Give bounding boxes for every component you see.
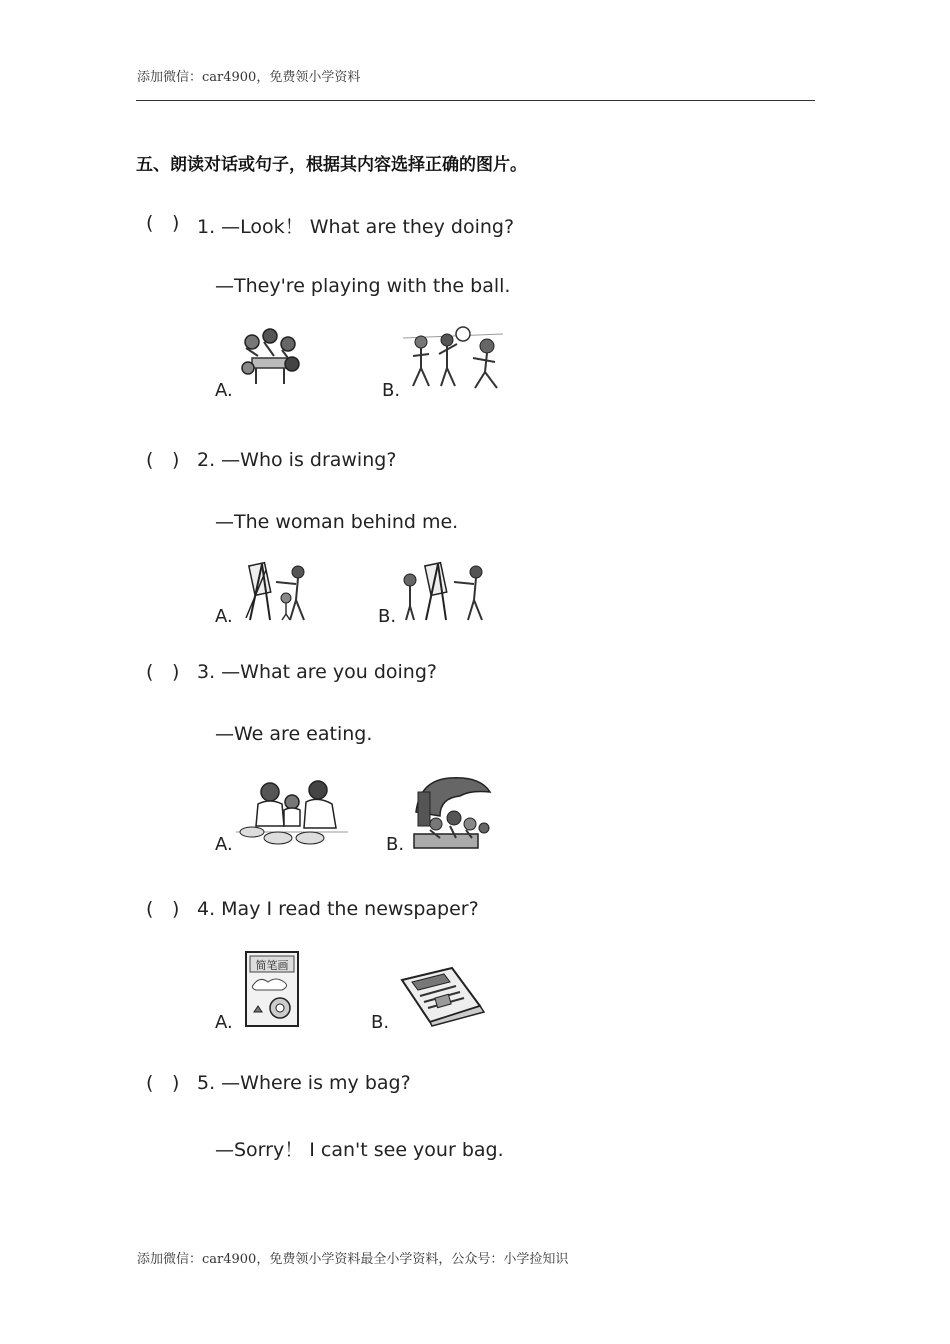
option-b-label: B. [378, 606, 397, 627]
section-title: 五、朗读对话或句子，根据其内容选择正确的图片。 [136, 155, 527, 175]
answer-line: —Sorry！ I can't see your bag. [215, 1139, 504, 1161]
footer-note: 添加微信：car4900，免费领小学资料最全小学资料，公众号：小学捡知识 [137, 1252, 569, 1267]
option-a-label: A. [215, 834, 233, 855]
kids-playing-ball-picture [403, 324, 503, 394]
question-line: 5. —Where is my bag? [197, 1072, 411, 1094]
question-line: 2. —Who is drawing? [197, 449, 397, 471]
girl-and-woman-easel-picture [398, 560, 488, 622]
answer-line: —We are eating. [215, 723, 373, 745]
question-line: 4. May I read the newspaper? [197, 898, 479, 920]
option-b-label: B. [371, 1012, 390, 1033]
kids-at-table-picture [238, 326, 304, 392]
woman-drawing-easel-picture [240, 560, 312, 622]
option-a-label: A. [215, 380, 233, 401]
answer-paren-close: ) [172, 449, 180, 471]
answer-paren-close: ) [172, 212, 180, 234]
option-a-label: A. [215, 1012, 233, 1033]
picture-book-picture [242, 950, 302, 1028]
answer-paren-open: ( [146, 898, 154, 920]
kids-under-tree-picture [410, 772, 494, 852]
question-line: 3. —What are you doing? [197, 661, 437, 683]
question-line: 1. —Look！ What are they doing? [197, 216, 515, 238]
newspaper-picture [396, 966, 486, 1028]
answer-paren-close: ) [172, 661, 180, 683]
option-b-label: B. [382, 380, 401, 401]
family-eating-picture [236, 776, 348, 850]
answer-line: —The woman behind me. [215, 511, 459, 533]
option-a-label: A. [215, 606, 233, 627]
option-b-label: B. [386, 834, 405, 855]
answer-paren-close: ) [172, 1072, 180, 1094]
answer-paren-open: ( [146, 661, 154, 683]
answer-line: —They're playing with the ball. [215, 275, 511, 297]
header-note: 添加微信：car4900，免费领小学资料 [137, 70, 361, 85]
answer-paren-close: ) [172, 898, 180, 920]
answer-paren-open: ( [146, 449, 154, 471]
book-cover-text: 简笔画 [255, 959, 289, 972]
answer-paren-open: ( [146, 212, 154, 234]
header-divider [136, 100, 815, 101]
answer-paren-open: ( [146, 1072, 154, 1094]
